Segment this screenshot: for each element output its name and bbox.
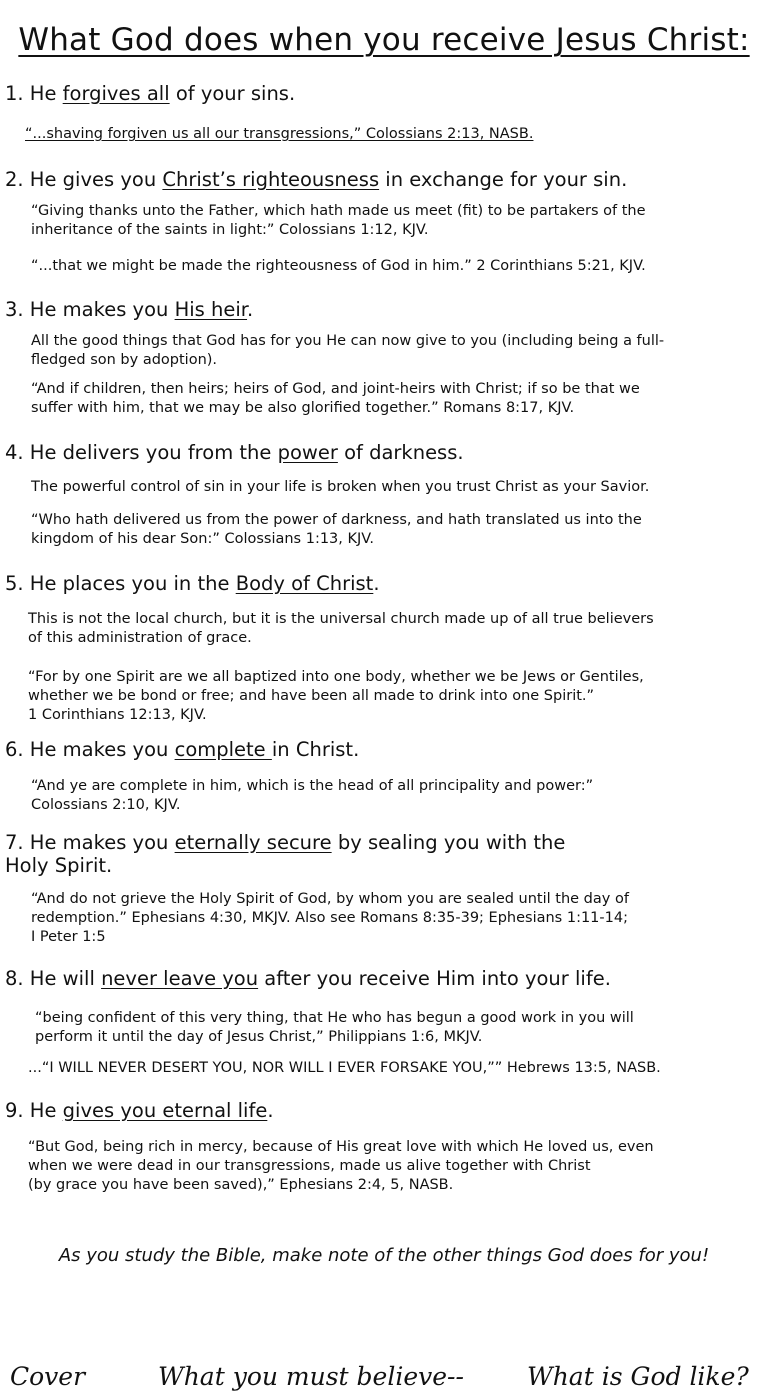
section-8-verse-line: perform it until the day of Jesus Christ,” Philippians 1:6, MKJV.: [35, 1029, 483, 1045]
nav-link-what-is-god-like[interactable]: What is God like?: [527, 1362, 749, 1391]
section-6-verse-line: “And ye are complete in him, which is the head of all principality and power:”: [31, 778, 594, 794]
section-4-verse-line: kingdom of his dear Son:” Colossians 1:13, KJV.: [31, 531, 374, 547]
section-4-text-line: The powerful control of sin in your life is broken when you trust Christ as your Savior.: [31, 479, 650, 495]
section-7-heading: 7. He makes you eternally secure by sealing you with the: [5, 831, 566, 854]
nav-link-cover[interactable]: Cover: [10, 1362, 86, 1391]
section-3-underlined-phrase: His heir: [174, 298, 248, 321]
section-8-verse-line: ...“I WILL NEVER DESERT YOU, NOR WILL I EVER FORSAKE YOU,”” Hebrews 13:5, NASB.: [28, 1060, 661, 1076]
section-5-heading: 5. He places you in the Body of Christ.: [5, 572, 380, 595]
section-6-heading: 6. He makes you complete in Christ.: [5, 738, 360, 761]
section-4-heading: 4. He delivers you from the power of darkness.: [5, 441, 464, 464]
section-2-verse-line: inheritance of the saints in light:” Colossians 1:12, KJV.: [31, 222, 429, 238]
section-1-verse-line: “...shaving forgiven us all our transgressions,” Colossians 2:13, NASB.: [25, 126, 534, 142]
section-4-underlined-phrase: power: [277, 441, 338, 464]
section-6-underlined-phrase: complete: [174, 738, 272, 761]
section-9-verse-line: when we were dead in our transgressions, made us alive together with Christ: [28, 1158, 591, 1174]
section-8-heading: 8. He will never leave you after you receive Him into your life.: [5, 967, 611, 990]
section-5-verse-line: whether we be bond or free; and have been all made to drink into one Spirit.”: [28, 688, 595, 704]
section-2-underlined-phrase: Christ’s righteousness: [162, 168, 380, 191]
section-5-underlined-phrase: Body of Christ: [235, 572, 374, 595]
section-3-heading: 3. He makes you His heir.: [5, 298, 254, 321]
section-3-verse-line: suffer with him, that we may be also glorified together.” Romans 8:17, KJV.: [31, 400, 575, 416]
section-8-underlined-phrase: never leave you: [101, 967, 259, 990]
section-9-heading: 9. He gives you eternal life.: [5, 1099, 274, 1122]
page-title: What God does when you receive Jesus Christ:: [18, 22, 750, 58]
section-2-heading: 2. He gives you Christ’s righteousness in exchange for your sin.: [5, 168, 628, 191]
section-9-verse-line: (by grace you have been saved),” Ephesians 2:4, 5, NASB.: [28, 1177, 454, 1193]
section-3-text-line: All the good things that God has for you He can now give to you (including being a full-: [31, 333, 665, 349]
section-2-verse-line: “Giving thanks unto the Father, which hath made us meet (fit) to be partakers of the: [31, 203, 646, 219]
section-4-verse-line: “Who hath delivered us from the power of darkness, and hath translated us into the: [31, 512, 642, 528]
section-3-text-line: fledged son by adoption).: [31, 352, 218, 368]
section-5-verse-line: 1 Corinthians 12:13, KJV.: [28, 707, 207, 723]
section-1-heading: 1. He forgives all of your sins.: [5, 82, 296, 105]
section-5-text-line: of this administration of grace.: [28, 630, 252, 646]
section-7-verse-line: redemption.” Ephesians 4:30, MKJV. Also see Romans 8:35-39; Ephesians 1:11-14;: [31, 910, 628, 926]
section-9-verse-line: “But God, being rich in mercy, because of His great love with which He loved us, even: [28, 1139, 654, 1155]
section-8-verse-line: “being confident of this very thing, that He who has begun a good work in you will: [35, 1010, 634, 1026]
section-5-text-line: This is not the local church, but it is the universal church made up of all true believers: [28, 611, 654, 627]
nav-link-what-you-must-believe[interactable]: What you must believe--: [158, 1362, 464, 1391]
section-7-verse-line: I Peter 1:5: [31, 929, 106, 945]
section-6-verse-line: Colossians 2:10, KJV.: [31, 797, 181, 813]
section-2-verse-line: “...that we might be made the righteousness of God in him.” 2 Corinthians 5:21, KJV.: [31, 258, 646, 274]
section-1-underlined-phrase: forgives all: [62, 82, 170, 105]
closing-note: As you study the Bible, make note of the other things God does for you!: [58, 1245, 710, 1266]
section-7-underlined-phrase: eternally secure: [174, 831, 332, 854]
section-7-heading-continued: Holy Spirit.: [5, 854, 113, 877]
section-3-verse-line: “And if children, then heirs; heirs of God, and joint-heirs with Christ; if so be that we: [31, 381, 640, 397]
section-9-underlined-phrase: gives you eternal life: [62, 1099, 268, 1122]
section-5-verse-line: “For by one Spirit are we all baptized into one body, whether we be Jews or Gentiles,: [28, 669, 644, 685]
section-7-verse-line: “And do not grieve the Holy Spirit of God, by whom you are sealed until the day of: [31, 891, 629, 907]
